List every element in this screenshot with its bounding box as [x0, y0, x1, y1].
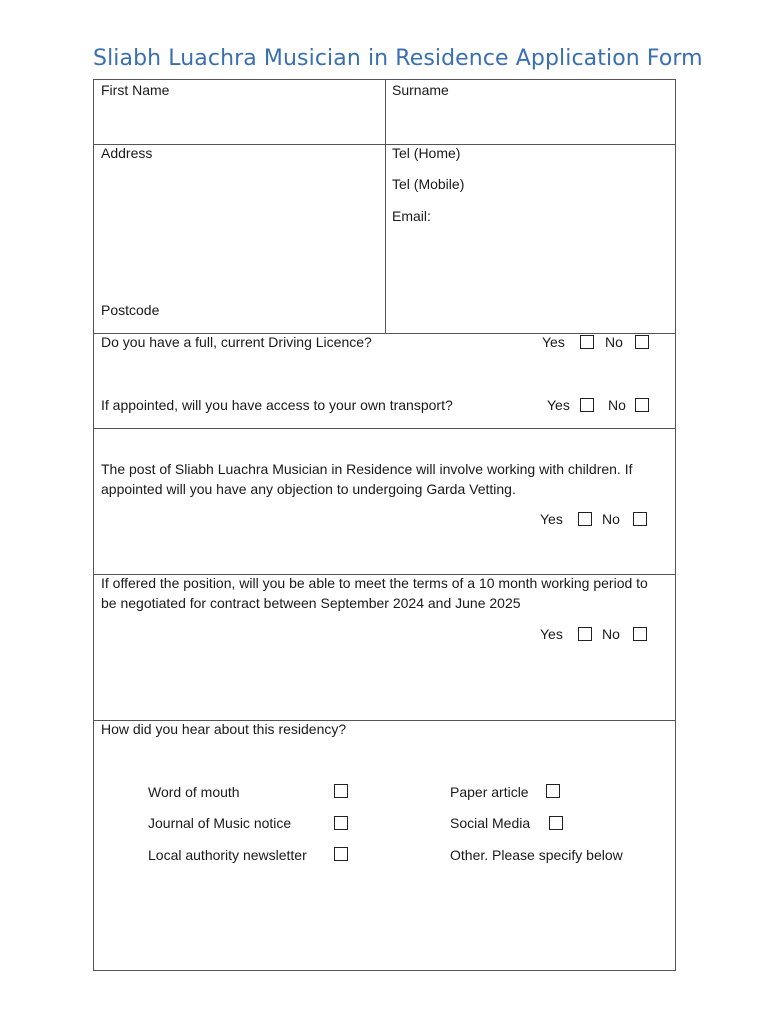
- tel-home-field[interactable]: Tel (Home): [392, 145, 461, 161]
- social-media-checkbox[interactable]: [549, 816, 563, 830]
- postcode-field[interactable]: Postcode: [101, 302, 160, 318]
- surname-field[interactable]: Surname: [392, 82, 449, 98]
- word-of-mouth-label: Word of mouth: [148, 784, 240, 800]
- first-name-field[interactable]: First Name: [101, 82, 170, 98]
- column-divider: [385, 80, 386, 333]
- other-label: Other. Please specify below: [450, 847, 623, 863]
- driving-licence-question: Do you have a full, current Driving Licence?: [101, 334, 372, 350]
- transport-question: If appointed, will you have access to your own transport?: [101, 397, 453, 413]
- garda-vetting-no-checkbox[interactable]: [633, 512, 647, 526]
- email-field[interactable]: Email:: [392, 208, 431, 224]
- transport-no-checkbox[interactable]: [635, 398, 649, 412]
- garda-vetting-yes-checkbox[interactable]: [578, 512, 592, 526]
- hear-about-question: How did you hear about this residency?: [101, 721, 347, 737]
- yes-label: Yes: [547, 397, 570, 413]
- divider: [94, 428, 675, 429]
- no-label: No: [602, 626, 620, 642]
- local-authority-label: Local authority newsletter: [148, 847, 307, 863]
- yes-label: Yes: [540, 626, 563, 642]
- local-authority-checkbox[interactable]: [334, 847, 348, 861]
- yes-label: Yes: [540, 511, 563, 527]
- journal-of-music-label: Journal of Music notice: [148, 815, 292, 831]
- journal-of-music-checkbox[interactable]: [334, 816, 348, 830]
- address-field[interactable]: Address: [101, 145, 153, 161]
- paper-article-label: Paper article: [450, 784, 529, 800]
- application-form: [93, 79, 676, 971]
- contract-terms-question: If offered the position, will you be able to meet the terms of a 10 month working period to be negotiated for contract between September 2024 and June 2025: [101, 575, 648, 611]
- social-media-label: Social Media: [450, 815, 531, 831]
- no-label: No: [602, 511, 620, 527]
- page-title: Sliabh Luachra Musician in Residence Application Form: [93, 46, 703, 71]
- no-label: No: [608, 397, 626, 413]
- transport-yes-checkbox[interactable]: [580, 398, 594, 412]
- driving-licence-yes-checkbox[interactable]: [580, 335, 594, 349]
- tel-mobile-field[interactable]: Tel (Mobile): [392, 176, 465, 192]
- paper-article-checkbox[interactable]: [546, 784, 560, 798]
- garda-vetting-question: The post of Sliabh Luachra Musician in Residence will involve working with children. If appointed will you have any objection to undergoing Garda Vetting.: [101, 461, 633, 497]
- contract-terms-no-checkbox[interactable]: [633, 627, 647, 641]
- yes-label: Yes: [542, 334, 565, 350]
- no-label: No: [605, 334, 623, 350]
- word-of-mouth-checkbox[interactable]: [334, 784, 348, 798]
- contract-terms-yes-checkbox[interactable]: [578, 627, 592, 641]
- driving-licence-no-checkbox[interactable]: [635, 335, 649, 349]
